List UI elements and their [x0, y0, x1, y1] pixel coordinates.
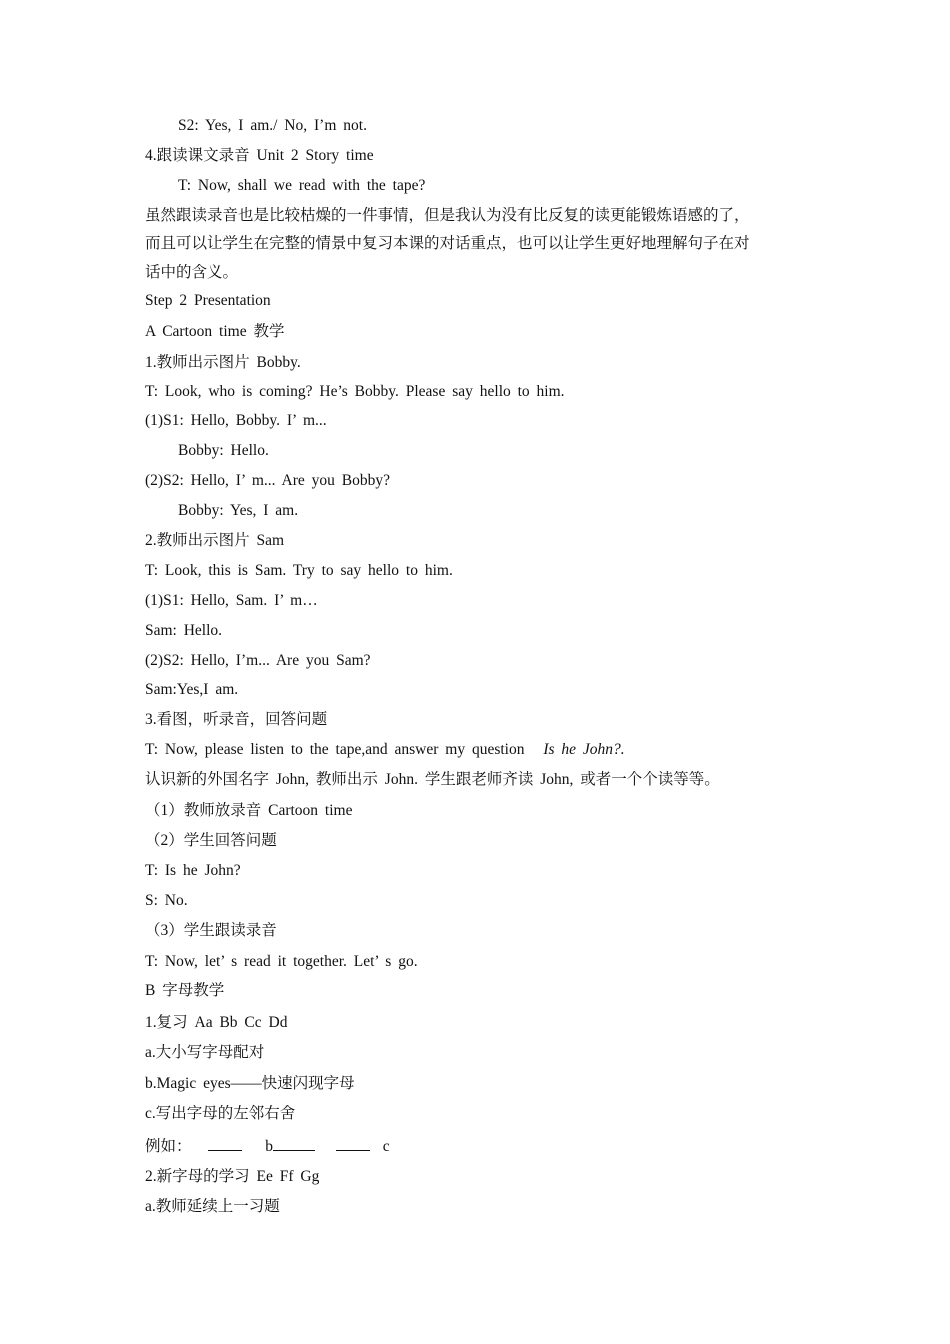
text-line: Sam:Yes,I am. — [145, 681, 239, 698]
text-line: T: Now, let’ s read it together. Let’ s go. — [145, 953, 418, 970]
question-prompt: T: Now, please listen to the tape,and answer my question — [145, 741, 525, 758]
text-line: T: Is he John? — [145, 862, 241, 879]
example-letter: b — [265, 1138, 274, 1155]
section-heading: B 字母教学 — [145, 982, 225, 999]
section-heading: A Cartoon time 教学 — [145, 323, 285, 340]
text-line: b.Magic eyes——快速闪现字母 — [145, 1075, 355, 1092]
text-line: (1)S1: Hello, Bobby. I’ m... — [145, 412, 327, 429]
text-line: T: Look, this is Sam. Try to say hello to him. — [145, 562, 453, 579]
question-text: Is he John?. — [543, 741, 625, 758]
text-line: 1.复习 Aa Bb Cc Dd — [145, 1014, 288, 1031]
text-line: Sam: Hello. — [145, 622, 223, 639]
answer-blank — [273, 1136, 315, 1151]
text-line: 1.教师出示图片 Bobby. — [145, 354, 301, 371]
text-line: S: No. — [145, 892, 188, 909]
text-line: 4.跟读课文录音 Unit 2 Story time — [145, 147, 374, 164]
text-line: 2.教师出示图片 Sam — [145, 532, 285, 549]
text-line: T: Now, shall we read with the tape? — [178, 177, 426, 194]
text-line — [145, 740, 625, 760]
text-line: (2)S2: Hello, I’m... Are you Sam? — [145, 652, 371, 669]
answer-blank — [208, 1136, 242, 1151]
example-label: 例如： — [145, 1138, 192, 1155]
text-line: S2: Yes, I am./ No, I’m not. — [178, 117, 367, 134]
text-line: 虽然跟读录音也是比较枯燥的一件事情，但是我认为没有比反复的读更能锻炼语感的了， — [145, 207, 750, 224]
text-line: Bobby: Hello. — [178, 442, 269, 459]
text-line: c.写出字母的左邻右舍 — [145, 1105, 296, 1122]
text-line: （1）教师放录音 Cartoon time — [145, 802, 353, 819]
text-line: (2)S2: Hello, I’ m... Are you Bobby? — [145, 472, 391, 489]
text-line: a.大小写字母配对 — [145, 1044, 265, 1061]
text-line: （3）学生跟读录音 — [145, 922, 277, 939]
example-letter: c — [382, 1138, 390, 1155]
text-line: T: Look, who is coming? He’s Bobby. Please say hello to him. — [145, 383, 565, 400]
text-line: a.教师延续上一习题 — [145, 1198, 280, 1215]
example-line — [145, 1136, 390, 1157]
text-line: 2.新字母的学习 Ee Ff Gg — [145, 1168, 320, 1185]
answer-blank — [336, 1136, 370, 1151]
text-line: 话中的含义。 — [145, 264, 239, 281]
text-line: 3.看图，听录音，回答问题 — [145, 711, 328, 728]
text-line: Bobby: Yes, I am. — [178, 502, 299, 519]
text-line: （2）学生回答问题 — [145, 832, 277, 849]
section-heading: Step 2 Presentation — [145, 292, 271, 309]
text-line: (1)S1: Hello, Sam. I’ m… — [145, 592, 318, 609]
text-line: 认识新的外国名字 John, 教师出示 John. 学生跟老师齐读 John, 或者一个个读等等。 — [145, 771, 720, 788]
text-line: 而且可以让学生在完整的情景中复习本课的对话重点，也可以让学生更好地理解句子在对 — [145, 235, 750, 252]
